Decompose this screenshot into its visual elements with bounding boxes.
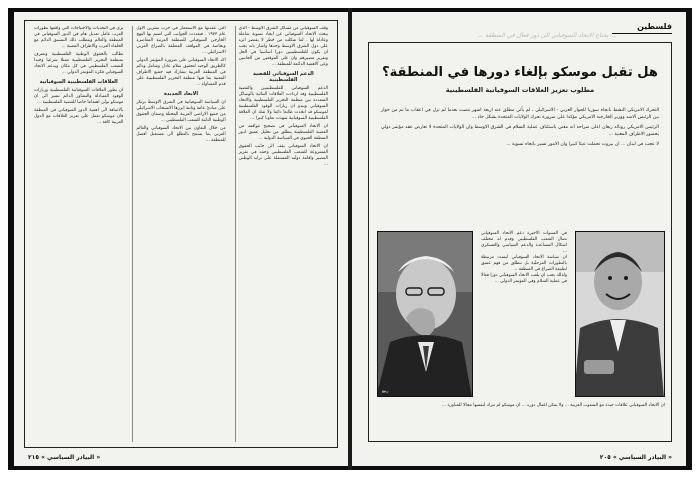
column-b	[132, 26, 228, 442]
text-columns	[31, 26, 331, 442]
paragraph: ان السياسة السوفياتية في الشرق الاوسط ترتكز على مبادئ عامة وثابتة ابرزها الانسحاب الاسرائيلي من جميع الاراضي العربية المحتلة وضمان الحقوق الوطنية الثابتة للشعب الفلسطيني ...	[136, 100, 226, 123]
show-through-text: ... يحتاج الاتحاد السوفياتي الى دور فعال في المنطقة ...	[477, 32, 616, 39]
column-subheading: الدعم السوفياتي للقضية الفلسطينية	[252, 71, 314, 83]
paragraph: ولذلك يجب ان يلعب الاتحاد السوفياتي دورا فعالا في عملية السلام وفي المؤتمر الدولي ...	[481, 273, 567, 284]
article-subheading: مطلوب تعزيز العلاقات السوفياتية الفلسطينية	[445, 86, 595, 94]
article-intro	[375, 108, 665, 149]
left-page	[14, 12, 348, 466]
portrait-right-image	[575, 232, 664, 397]
section-tag: فلسطين	[637, 22, 672, 31]
photo-area	[377, 231, 665, 437]
article-frame	[368, 42, 672, 442]
column-c	[31, 26, 126, 442]
paragraph: ان سياسة الاتحاد السوفياتي ليست مرتبطة بالتطورات المرحلية بل تنطلق من فهم عميق لطبيعة الصراع في المنطقة ...	[481, 255, 567, 272]
paragraph: اكد الاتحاد السوفياتي على ضرورة المؤتمر الدولي كالطريق الوحيد لتحقيق سلام عادل وشامل ودائم في المنطقة العربية تشارك فيه جميع الاطراف المعنية بما فيها منظمة التحرير الفلسطينية على قدم المساواة ...	[136, 58, 226, 87]
paragraph: ان تطور العلاقات السوفياتية الفلسطينية وزيارات الوفود المتبادلة والتشاور الدائم تشير الى ان موسكو تولي اهتماما خاصا للقضية الفلسطينية ...	[34, 88, 124, 105]
article-headline: هل تقبل موسكو بإلغاء دورها في المنطقة؟	[382, 65, 658, 80]
paragraph: من خلال التعاون بين الاتحاد السوفياتي والعالم العربي بما يسمح بالتطلع الى مستقبل افضل للمنطقة ...	[136, 126, 226, 143]
paragraph: ان الاتحاد السوفياتي يقف الى جانب الحقوق المشروعة للشعب الفلسطيني وحقه في تقرير المصير واقامة دولته المستقلة على ترابه الوطني ...	[238, 144, 328, 167]
paragraph: وقف السوفياتي من مسائل الشرق الاوسط - الذي يبحث الاتحاد السوفياتي عن ايجاد تسوية شاملة وعادلة لها . لما شكلت من خطر لا يقتصر اثره على دول الشرق الاوسط وحدها واشار بانه يجب ان يكون للفلسطينيين دورا اساسيا في الحل وتقرير مصيرهم وان على الموقعين من الجانبين وعي الاهمية الدائمة للمنطقة ...	[238, 26, 328, 67]
photo-portrait-right	[575, 231, 665, 397]
magazine-spread	[8, 8, 692, 470]
paragraph: في السنوات الاخيرة دعم الاتحاد السوفياتي نضال الشعب الفلسطيني وقدم له مختلف اشكال المساعدة والدعم السياسي والعسكري ...	[481, 231, 567, 254]
paragraph: يرى في التحديات والاحتياجات التي واقعها تطورات العرب عامل تعديل هام في الدور السوفياتي في المنطقة والعالم ويتطلب ذلك التنسيق الدائم مع الحلفاء العرب والاطراف المعنية ...	[34, 26, 124, 49]
paragraph: لا عجب في لبنان ... ان بيروت تحملت عبئا كبيرا وان الامور تسير باتجاه تسوية ...	[506, 142, 659, 148]
paragraph: التحرك الامريكي النشط باتجاه سوريا للحوار العربي - الاسرائيلي ، لم يأتي مطلق عنه اربعة اشهر مضت بعدما لم تزل في اعقاب ما تم من حوار بين الرئيس الاسد ووزير الخارجية الامريكي مؤكدا على ضرورة تحرك الولايات المتحدة بشكل جاد ...	[381, 108, 659, 120]
photo-column-text	[479, 231, 569, 285]
page-footer: « البيادر السياسي » ٢٠٥	[599, 454, 672, 461]
paragraph: ان الاتحاد السوفياتي في تصحيح مواقفه من القضية الفلسطينية ينطلق من تحليل عميق لدور المنطقة الحيوي في السياسة الدولية ...	[238, 124, 328, 141]
paragraph: التي عقدتها مع الاستعمار في حرب تشرين الاول عام ١٩٧٣ . فتعددت الجوانب التي اتسم بها النهج الخارجي السوفياتي للمنطقة العربية المعاصرة وبخاصة في المواقف المتعلقة بالصراع العربي الاسرائيلي ...	[136, 26, 226, 55]
paragraph: الدعم السوفياتي للفلسطينيين والقضية الفلسطينية وقد ازدادت العلاقات الثنائية بالوسائل المتعددة بين منظمة التحرير الفلسطينية والاتحاد السوفياتي ويبدو ان زيارات الوفود الفلسطينية لموسكو قد اتخذت طابعا دائما ولا شك ان العلاقة الفلسطينية السوفياتية شهدت تعاونا كبيرا ...	[238, 86, 328, 121]
column-subheading: العلاقات الفلسطينية السوفياتية	[39, 79, 118, 85]
photo-credit: ربيع	[382, 388, 389, 393]
right-page	[352, 12, 686, 466]
paragraph: تطالب بالحقوق الوطنية الفلسطينية وتعترف بمنظمة التحرير الفلسطينية ممثلا شرعيا وحيدا للشعب الفلسطيني في كل مكان ويدعم الاتحاد السوفياتي فكرة المؤتمر الدولي ...	[34, 52, 124, 75]
page-footer: « البيادر السياسي » ٢١٥	[28, 454, 101, 461]
portrait-left-image	[377, 232, 472, 397]
paragraph: الرئيس الامريكي رونالد ريغان اعلن صراحة انه معني باستئناف عملية السلام في الشرق الاوسط وان الولايات المتحدة لا تعارض عقد مؤتمر دولي بحضور الاطراف المعنية ...	[381, 125, 659, 137]
photo-portrait-left	[377, 231, 473, 397]
column-a	[235, 26, 331, 442]
column-subheading: الابعاد الجديدة	[163, 91, 199, 97]
paragraph: بالاضافة الى اهمية الدور السوفياتي في المنطقة فان موسكو تعمل على تعزيز العلاقات مع الدول العربية كافة ...	[34, 108, 124, 125]
photo-bottom-text: ان الاتحاد السوفياتي علاقات جيدة مع الشعوب العربية ... ولا يمكن اغفال دوره ... ان موسكو لم تترك لنفسها مجالا للمناورة ...	[442, 403, 665, 408]
left-page-frame	[24, 20, 338, 448]
section-rule	[612, 33, 672, 34]
